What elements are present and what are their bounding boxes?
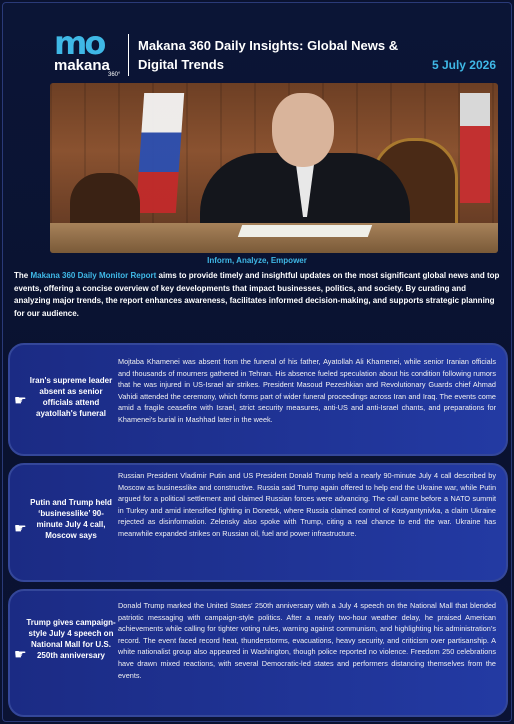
- logo-mark: mo: [54, 24, 104, 62]
- flag-right: [460, 93, 490, 203]
- report-name: Makana 360 Daily Monitor Report: [30, 271, 157, 280]
- story-body: Donald Trump marked the United States’ 250th anniversary with a July 4 speech on the National Mall that blended patriotic messaging with campaign-style politics. After a nearly two-hour weather delay, he praised American achievements while calling for tighter voting rules, warning against communism, and highlighting his administration’s record. The event faced record heat, thunderstorms, evacuations, heavy security, and criticism over partisanship. A white nationalist group also appeared in Washington, though police reported no violence. Freedom 250 celebrations have drawn mixed reactions, with several Democratic-led states and performers distancing themselves from the events.: [118, 601, 496, 680]
- pointing-hand-icon: ☛: [14, 646, 27, 662]
- logo-word: makana: [54, 57, 110, 74]
- story-headline: Iran's supreme leader absent as senior officials attend ayatollah's funeral: [29, 376, 113, 418]
- story-headline: Trump gives campaign-style July 4 speech on National Mall for U.S. 250th anniversary: [26, 618, 116, 660]
- logo-sub: 360°: [108, 72, 121, 78]
- intro-rest: aims to provide timely and insightful updates on the most significant global news and top events, offering a concise overview of key developments that impact businesses, politics, and society. By curating and analyzing major trends, the report enhances awareness, facilitates informed decision-making, and supports strategic planning for our audience.: [14, 271, 500, 318]
- story-card: [8, 463, 508, 582]
- intro-lead: The: [14, 271, 31, 280]
- header-divider: [128, 34, 129, 76]
- russian-flag: [136, 93, 184, 213]
- story-body: Mojtaba Khamenei was absent from the funeral of his father, Ayatollah Ali Khamenei, while senior Iranian officials and thousands of mourners gathered in Tehran. His absence fueled speculation about his condition following rumors that he was injured in US-Israel air strikes. President Masoud Pezeshkian and Revolutionary Guards chief Ahmad Vahidi attended the ceremony, which forms part of wider funeral proceedings across Iran and Iraq. The events come amid a fragile ceasefire with Israel, strict security measures, anti-US and anti-Israel chants, and preparations for Khamenei's burial in Mashhad later in the week.: [118, 357, 496, 424]
- pointing-hand-icon: ☛: [14, 392, 27, 408]
- story-card: [8, 589, 508, 717]
- report-date: 5 July 2026: [431, 58, 496, 72]
- story-body: Russian President Vladimir Putin and US President Donald Trump held a nearly 90-minute July 4 call described by Moscow as businesslike and constructive. Russia said Trump again offered to help end the Ukraine war, while Putin argued for a political settlement and claimed Russian forces were advancing. The call came before a NATO summit in Turkey and amid intensified fighting in Donetsk, where Russia claimed control of Kostyantynivka, a claim Ukraine rejected as disinformation. Zelensky also spoke with Trump, citing a real chance to end the war. Ukraine has meanwhile expanded strikes on Russian oil, fuel and power infrastructure.: [118, 471, 496, 538]
- story-headline: Putin and Trump held ‘businesslike’ 90-minute July 4 call, Moscow says: [30, 498, 112, 540]
- person-head: [272, 93, 334, 167]
- papers: [238, 225, 372, 237]
- pointing-hand-icon: ☛: [14, 520, 27, 536]
- intro-paragraph: [14, 270, 500, 320]
- makana-logo: [50, 24, 122, 78]
- story-card: [8, 343, 508, 456]
- hero-image: [50, 83, 498, 253]
- page-title: Makana 360 Daily Insights: Global News & Digital Trends: [138, 38, 399, 72]
- tagline: Inform, Analyze, Empower: [207, 256, 307, 265]
